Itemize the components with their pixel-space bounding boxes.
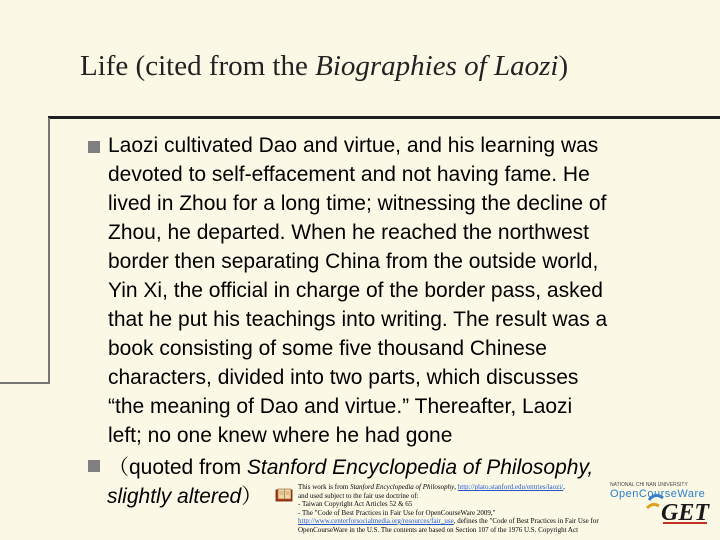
notes-fairuse-link[interactable]: http://www.centerforsocialmedia.org/resources/fair_use <box>298 517 454 525</box>
notes-line-5 <box>298 517 698 526</box>
bullet1-line: that he put his teachings into writing. The result was a <box>108 308 608 331</box>
notes-line1-text: This work is from <box>298 483 351 491</box>
notes-line1-end: , <box>563 483 565 491</box>
notes-line-2: and used subject to the fair use doctrine of: <box>298 491 419 500</box>
title-suffix: ) <box>558 50 569 82</box>
bullet1-line: book consisting of some five thousand Chinese <box>108 337 547 360</box>
bullet1-line: left; no one knew where he had gone <box>108 424 453 447</box>
title-prefix: Life (cited from the <box>80 50 316 82</box>
left-accent-rule <box>0 118 50 382</box>
notes-line1-sep: , <box>454 483 458 491</box>
ocw-logo-main: OpenCourseWare <box>610 488 706 500</box>
bullet2-line-1 <box>108 453 593 482</box>
notes-line-6: OpenCourseWare in the U.S. The contents are based on Section 107 of the 1976 U.S. Copyright Act <box>298 525 579 534</box>
bullet-marker-1 <box>88 141 100 153</box>
bullet1-line: “the meaning of Dao and virtue.” Thereafter, Laozi <box>108 395 573 418</box>
bullet2-line2-suffix: ） <box>241 485 263 508</box>
bullet2-prefix: （quoted from <box>108 456 247 479</box>
bullet1-line: lived in Zhou for a long time; witnessing the decline of <box>108 192 607 215</box>
bullet1-line: devoted to self-effacement and not having fame. He <box>108 163 590 186</box>
bullet1-line: Yin Xi, the official in charge of the border pass, asked <box>108 279 603 302</box>
notes-line1-italic: Stanford Encyclopedia of Philosophy <box>350 483 455 491</box>
get-logo-icon <box>645 490 715 530</box>
bullet-text-1 <box>108 131 607 450</box>
bullet-marker-2 <box>88 460 100 472</box>
bullet1-line: characters, divided into two parts, which discusses <box>108 366 579 389</box>
notes-line5-text: , defines the "Code of Best Practices in Fair Use for <box>453 517 599 525</box>
left-accent-rule-bottom <box>0 382 50 384</box>
bullet1-line: Zhou, he departed. When he reached the northwest <box>108 221 589 244</box>
book-icon <box>275 488 293 502</box>
ocw-logo-top: NATIONAL CHI NAN UNIVERSITY <box>610 482 688 488</box>
bullet2-line2-italic: slightly altered <box>107 485 242 508</box>
bullet1-line: border then separating China from the outside world, <box>108 250 599 273</box>
bullet1-line: Laozi cultivated Dao and virtue, and his learning was <box>108 134 599 157</box>
notes-source-link[interactable]: http://plato.stanford.edu/entries/laozi/ <box>457 483 564 491</box>
bullet2-source: Stanford Encyclopedia of Philosophy, <box>246 456 594 479</box>
title-divider <box>48 116 720 119</box>
notes-line-4: - The "Code of Best Practices in Fair Use for OpenCourseWare 2009," <box>298 508 496 517</box>
notes-line-3: - Taiwan Copyright Act Articles 52 & 65 <box>298 500 413 508</box>
title-italic: Biographies of Laozi <box>315 50 559 82</box>
svg-text:GET: GET <box>661 500 709 526</box>
slide-title <box>80 50 568 83</box>
